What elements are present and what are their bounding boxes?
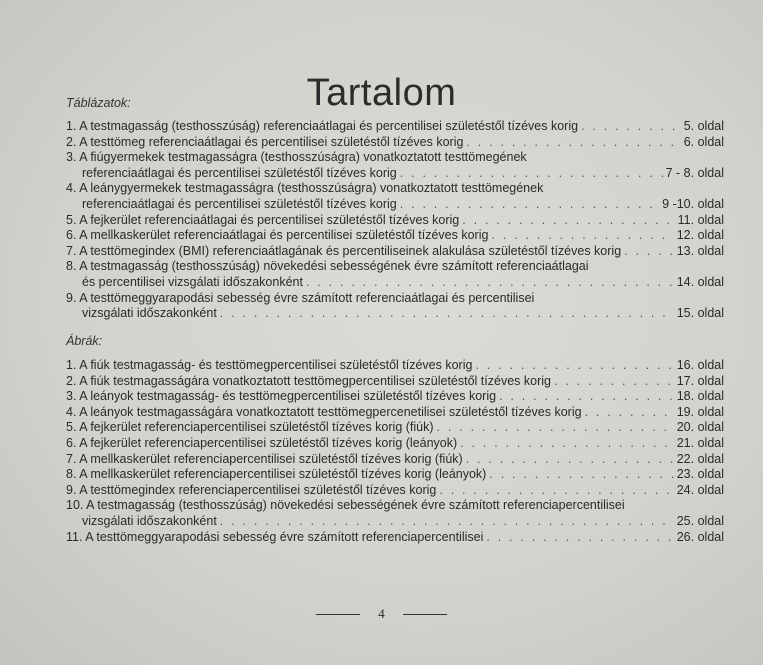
toc-leader-dots [462,213,674,229]
toc-entry [66,358,724,374]
toc-page-ref: 14. oldal [676,274,724,289]
toc-entry-text: 6. A fejkerület referenciapercentilisei születéstől tízéves korig (leányok) [66,435,458,450]
toc-entry-line [66,467,724,483]
toc-leader-dots [624,244,674,260]
toc-entry [66,181,724,212]
toc-entry-line [66,389,724,405]
toc-page-ref: 24. oldal [676,482,724,497]
toc-leader-dots [581,119,681,135]
toc-entry-line [66,374,724,390]
toc-entry-text: 8. A mellkaskerület referenciapercentilisei születéstől tízéves korig (leányok) [66,467,487,482]
toc-entry-text: 9. A testtömegindex referenciapercentilisei születéstől tízéves korig [66,482,437,497]
toc-entry-text: referenciaátlagai és percentilisei születéstől tízéves korig [82,196,397,211]
toc-leader-dots [585,405,674,421]
page-footer [0,606,763,622]
toc-entry [66,436,724,452]
toc-page-ref: 15. oldal [676,306,724,321]
toc-entry-line [66,483,724,499]
toc-page-ref: 17. oldal [676,373,724,388]
toc-entry [66,389,724,405]
toc-entry-line [66,119,724,135]
toc-entry-line [66,530,724,546]
toc-entry-text: 3. A fiúgyermekek testmagasságra (testhosszúságra) vonatkoztatott testtömegének [66,150,527,165]
toc-entry [66,530,724,546]
toc-entry-text: 11. A testtömeggyarapodási sebesség évre számított referenciapercentilisei [66,529,484,544]
toc-entry-line [66,291,724,307]
toc-leader-dots [489,467,673,483]
toc-entry [66,498,724,529]
toc-page-ref: 25. oldal [676,513,724,528]
toc-entry [66,420,724,436]
toc-entry [66,244,724,260]
toc-page-ref: 9 -10. oldal [662,196,724,211]
footer-rule-right [403,614,447,615]
toc-entry-text: 7. A mellkaskerület referenciapercentilisei születéstől tízéves korig (fiúk) [66,451,463,466]
toc-entry-line [66,197,724,213]
toc-leader-dots [554,374,674,390]
toc-entry-line [66,498,724,514]
toc-entry [66,483,724,499]
toc-leader-dots [439,483,673,499]
toc-entry [66,467,724,483]
toc-entry [66,213,724,229]
toc-page-ref: 5. oldal [683,119,724,133]
toc-entry [66,228,724,244]
toc-entry-line [66,135,724,151]
toc-entry-line [66,436,724,452]
tables-list [66,119,724,322]
toc-entry-line [66,514,724,530]
toc-entry-line [66,228,724,244]
toc-entry-text: referenciaátlagai és percentilisei születéstől tízéves korig [82,165,397,180]
toc-entry-text: 4. A leánygyermekek testmagasságra (testhosszúságra) vonatkoztatott testtömegének [66,181,544,196]
toc-leader-dots [306,275,674,291]
toc-entry [66,259,724,290]
toc-entry [66,291,724,322]
page-title: Tartalom [306,72,457,115]
toc-leader-dots [437,420,674,436]
toc-entry-text: 6. A mellkaskerület referenciaátlagai és percentilisei születéstől tízéves korig [66,228,489,243]
toc-leader-dots [400,197,659,213]
toc-entry-text: vizsgálati időszakonként [82,513,217,528]
toc-entry-line [66,259,724,275]
toc-entry-text: 2. A fiúk testmagasságára vonatkoztatott testtömegpercentilisei születéstől tízéves korig [66,373,551,388]
toc-leader-dots [400,166,663,182]
toc-page-ref: 20. oldal [676,420,724,435]
toc-entry-text: 3. A leányok testmagasság- és testtömegpercentilisei születéstől tízéves korig [66,389,497,404]
toc-entry-text: 7. A testtömegindex (BMI) referenciaátlagának és percentiliseinek alakulása születéstől tízéves korig [66,243,622,258]
toc-entry [66,374,724,390]
toc-entry-text: 8. A testmagasság (testhosszúság) növekedési sebességének évre számított referenciaátlagai [66,259,589,274]
toc-entry-line [66,358,724,374]
toc-page-ref: 26. oldal [676,529,724,544]
toc-entry-text: 9. A testtömeggyarapodási sebesség évre számított referenciaátlagai és percentilisei [66,290,535,305]
toc-entry-line [66,275,724,291]
toc-page-ref: 21. oldal [676,435,724,450]
toc-leader-dots [466,135,680,151]
toc-entry-text: 10. A testmagasság (testhosszúság) növekedési sebességének évre számított referenciapercentilisei [66,498,625,513]
toc-page-ref: 12. oldal [676,228,724,243]
toc-entry [66,452,724,468]
toc-entry-line [66,405,724,421]
toc-entry-text: 5. A fejkerület referenciapercentilisei születéstől tízéves korig (fiúk) [66,420,434,435]
toc-leader-dots [486,530,673,546]
toc-entry [66,119,724,135]
figures-list [66,358,724,545]
toc-leader-dots [460,436,674,452]
toc-entry-text: vizsgálati időszakonként [82,306,217,321]
toc-entry-line [66,452,724,468]
toc-leader-dots [220,306,674,322]
toc-entry [66,135,724,151]
toc-entry-line [66,213,724,229]
toc-page-ref: 13. oldal [676,243,724,258]
toc-entry-line [66,244,724,260]
toc-entry-text: 1. A testmagasság (testhosszúság) referenciaátlagai és percentilisei születéstől tízéves korig [66,119,579,133]
toc-entry-text: és percentilisei vizsgálati időszakonként [82,274,303,289]
toc-page-ref: 22. oldal [676,451,724,466]
toc-entry-line [66,306,724,322]
toc-entry-text: 5. A fejkerület referenciaátlagai és percentilisei születéstől tízéves korig [66,212,460,227]
page-number: 4 [378,606,385,621]
toc-entry-line [66,420,724,436]
toc-entry-text: 1. A fiúk testmagasság- és testtömegpercentilisei születéstől tízéves korig [66,358,473,372]
figures-heading: Ábrák: [66,334,103,348]
footer-rule-left [316,614,360,615]
tables-heading: Táblázatok: [66,96,131,110]
toc-leader-dots [466,452,674,468]
toc-page-ref: 11. oldal [677,212,724,227]
toc-page-ref: 16. oldal [676,358,724,372]
toc-entry-line [66,150,724,166]
toc-leader-dots [491,228,673,244]
toc-page-ref: 18. oldal [676,389,724,404]
toc-page-ref: 23. oldal [676,467,724,482]
toc-page-ref: 19. oldal [676,404,724,419]
toc-entry-line [66,166,724,182]
toc-page-ref: 7 - 8. oldal [665,165,724,180]
toc-entry-line [66,181,724,197]
toc-entry-text: 2. A testtömeg referenciaátlagai és percentilisei születéstől tízéves korig [66,134,464,149]
toc-page-ref: 6. oldal [683,134,724,149]
toc-leader-dots [499,389,674,405]
toc-leader-dots [220,514,674,530]
toc-entry-text: 4. A leányok testmagasságára vonatkoztatott testtömegpercenetilisei születéstől tízéves korig [66,404,582,419]
toc-entry [66,405,724,421]
toc-leader-dots [475,358,673,374]
toc-entry [66,150,724,181]
